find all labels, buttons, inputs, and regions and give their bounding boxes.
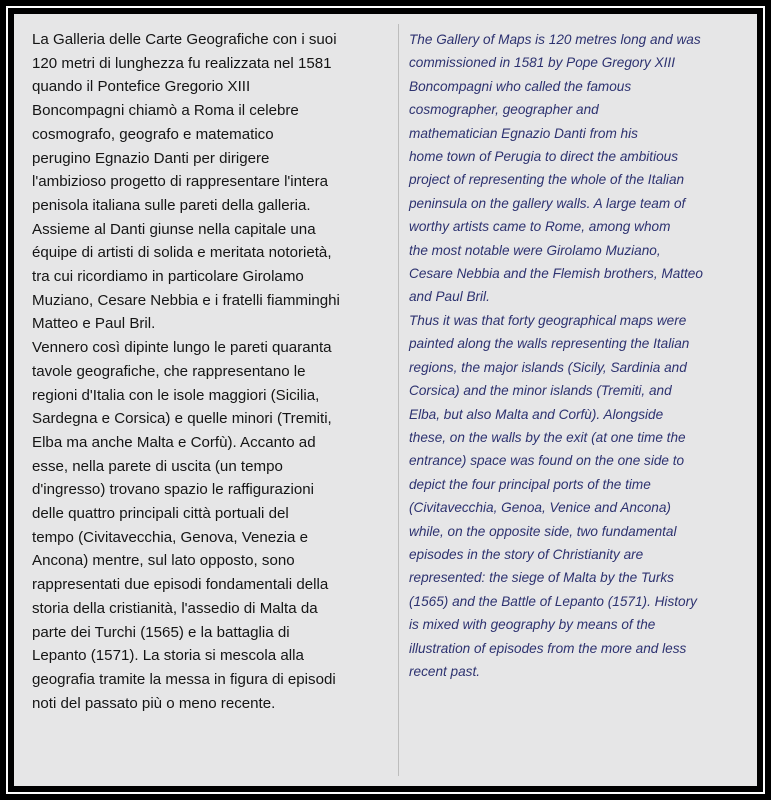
english-line: the most notable were Girolamo Muziano, <box>409 242 661 258</box>
italian-line: regioni d'Italia con le isole maggiori (Sicilia, <box>32 386 320 404</box>
english-line: worthy artists came to Rome, among whom <box>409 219 671 235</box>
italian-line: d'ingresso) trovano spazio le raffigurazioni <box>32 481 314 499</box>
italian-line: parte dei Turchi (1565) e la battaglia di <box>32 623 290 641</box>
english-line: illustration of episodes from the more and less <box>409 640 687 656</box>
english-line: Thus it was that forty geographical maps were <box>409 312 687 328</box>
italian-line: delle quattro principali città portuali del <box>32 505 289 523</box>
italian-text-column <box>32 28 387 715</box>
italian-line: rappresentati due episodi fondamentali della <box>32 576 329 594</box>
english-line: recent past. <box>409 663 481 679</box>
english-text-column <box>409 28 744 683</box>
italian-line: équipe di artisti di solida e meritata notorietà, <box>32 244 332 262</box>
english-line: (Civitavecchia, Genoa, Venice and Ancona) <box>409 500 671 516</box>
info-panel <box>14 14 757 786</box>
english-line: mathematician Egnazio Danti from his <box>409 125 638 141</box>
italian-line: Assieme al Danti giunse nella capitale una <box>32 220 316 238</box>
english-line: regions, the major islands (Sicily, Sardinia and <box>409 359 687 375</box>
italian-line: Muziano, Cesare Nebbia e i fratelli fiamminghi <box>32 291 340 309</box>
italian-line: l'ambizioso progetto di rappresentare l'intera <box>32 173 329 191</box>
english-line: represented: the siege of Malta by the Turks <box>409 570 674 586</box>
italian-line: esse, nella parete di uscita (un tempo <box>32 457 283 475</box>
english-line: cosmographer, geographer and <box>409 102 599 118</box>
english-line: Boncompagni who called the famous <box>409 78 632 94</box>
italian-line: Ancona) mentre, sul lato opposto, sono <box>32 552 295 570</box>
italian-line: perugino Egnazio Danti per dirigere <box>32 149 270 167</box>
english-line: Cesare Nebbia and the Flemish brothers, Matteo <box>409 266 703 282</box>
column-divider <box>398 24 399 776</box>
english-line: (1565) and the Battle of Lepanto (1571). History <box>409 593 697 609</box>
english-line: peninsula on the gallery walls. A large team of <box>409 195 686 211</box>
italian-line: Sardegna e Corsica) e quelle minori (Tremiti, <box>32 410 332 428</box>
italian-line: Lepanto (1571). La storia si mescola alla <box>32 647 304 665</box>
english-line: The Gallery of Maps is 120 metres long and was <box>409 32 701 47</box>
english-line: painted along the walls representing the Italian <box>409 336 690 352</box>
italian-line: storia della cristianità, l'assedio di Malta da <box>32 599 318 617</box>
english-line: project of representing the whole of the Italian <box>409 172 685 188</box>
italian-line: noti del passato più o meno recente. <box>32 694 276 712</box>
english-line: Corsica) and the minor islands (Tremiti, and <box>409 383 672 399</box>
english-line: commissioned in 1581 by Pope Gregory XIII <box>409 55 675 71</box>
italian-line: Elba ma anche Malta e Corfù). Accanto ad <box>32 433 316 451</box>
italian-line: 120 metri di lunghezza fu realizzata nel 1581 <box>32 54 332 72</box>
english-line: home town of Perugia to direct the ambitious <box>409 149 679 165</box>
italian-line: cosmografo, geografo e matematico <box>32 125 274 143</box>
english-line: Elba, but also Malta and Corfù). Alongside <box>409 406 664 422</box>
italian-line: tra cui ricordiamo in particolare Girolamo <box>32 268 304 286</box>
italian-line: penisola italiana sulle pareti della galleria. <box>32 196 311 214</box>
english-line: depict the four principal ports of the time <box>409 476 651 492</box>
italian-line: tempo (Civitavecchia, Genova, Venezia e <box>32 528 309 546</box>
english-line: and Paul Bril. <box>409 289 490 305</box>
italian-line: quando il Pontefice Gregorio XIII <box>32 78 251 96</box>
italian-line: tavole geografiche, che rappresentano le <box>32 362 306 380</box>
english-line: these, on the walls by the exit (at one time the <box>409 429 686 445</box>
english-line: episodes in the story of Christianity are <box>409 546 644 562</box>
english-line: while, on the opposite side, two fundamental <box>409 523 677 539</box>
english-line: is mixed with geography by means of the <box>409 617 656 633</box>
italian-line: Boncompagni chiamò a Roma il celebre <box>32 102 299 120</box>
english-line: entrance) space was found on the one side to <box>409 453 685 469</box>
italian-line: La Galleria delle Carte Geografiche con i suoi <box>32 31 337 48</box>
italian-line: Matteo e Paul Bril. <box>32 315 156 333</box>
italian-line: Vennero così dipinte lungo le pareti quaranta <box>32 339 332 357</box>
italian-line: geografia tramite la messa in figura di episodi <box>32 670 336 688</box>
